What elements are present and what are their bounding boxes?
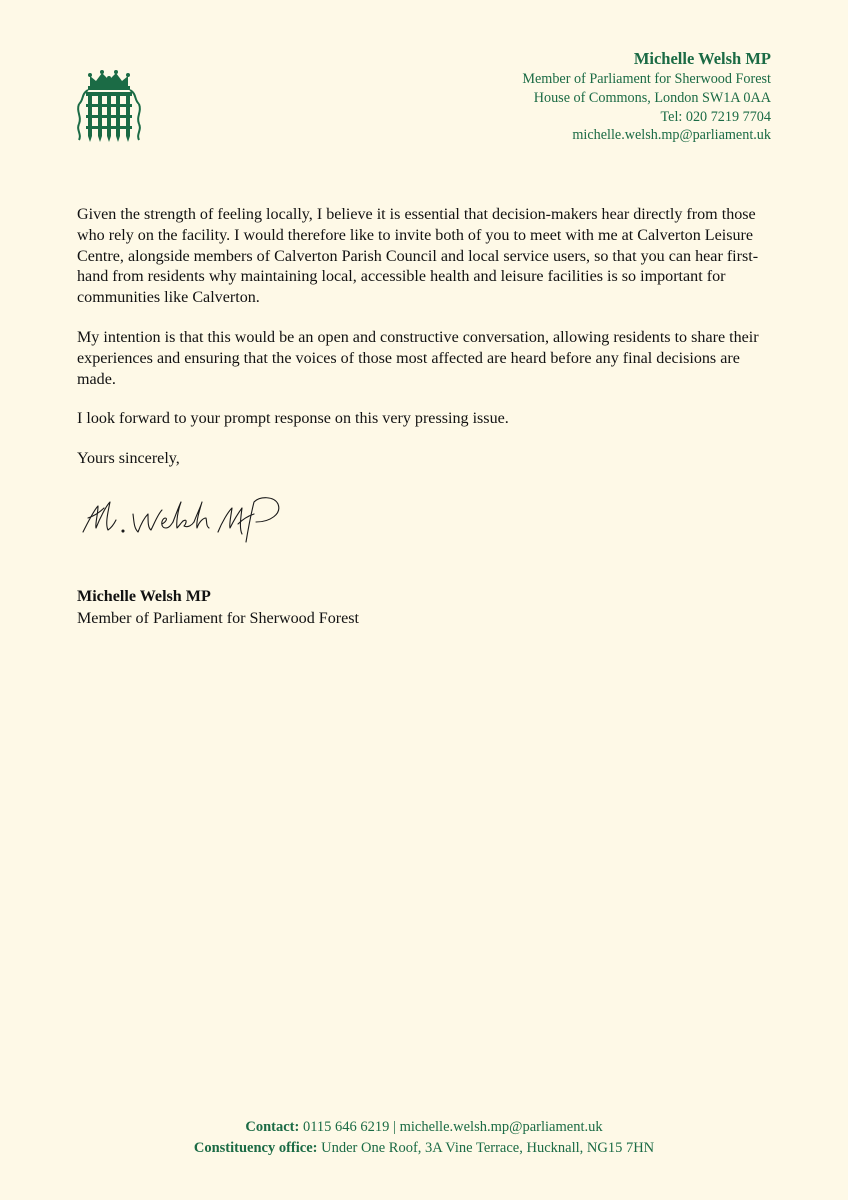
letterhead-tel: Tel: 020 7219 7704 xyxy=(660,108,771,125)
footer-contact-label: Contact: xyxy=(245,1119,300,1135)
portcullis-icon xyxy=(76,70,142,144)
footer-office-label: Constituency office: xyxy=(193,1140,318,1156)
footer-office-line xyxy=(0,1138,848,1159)
signature xyxy=(78,488,293,548)
body-paragraph: My intention is that this would be an open and constructive conversation, allowing residents to share their experiences and ensuring that the voices of those most affected are heard before any final decisions are made. xyxy=(77,328,759,388)
letter-body xyxy=(77,205,777,489)
letterhead-role: Member of Parliament for Sherwood Forest xyxy=(522,71,771,87)
signoff-role: Member of Parliament for Sherwood Forest xyxy=(77,609,360,627)
footer-separator: | xyxy=(389,1119,400,1135)
footer-contact-email[interactable]: michelle.welsh.mp@parliament.uk xyxy=(399,1119,603,1135)
signoff-block xyxy=(77,586,359,629)
body-paragraph: I look forward to your prompt response on this very pressing issue. xyxy=(77,410,509,428)
letterhead-address: House of Commons, London SW1A 0AA xyxy=(533,89,771,106)
closing-salutation: Yours sincerely, xyxy=(77,450,180,468)
body-paragraph: Given the strength of feeling locally, I believe it is essential that decision-makers hear directly from those who rely on the facility. I would therefore like to invite both of you to meet with me at Calverton Leisure Centre, alongside members of Calverton Parish Council and local service users, so that you can hear first-hand from residents why maintaining local, accessible health and leisure facilities is so important for communities like Calverton. xyxy=(77,206,759,307)
letterhead-name: Michelle Welsh MP xyxy=(633,49,771,68)
letterhead-email[interactable]: michelle.welsh.mp@parliament.uk xyxy=(572,127,771,144)
letterhead xyxy=(522,48,771,145)
portcullis-logo xyxy=(76,70,142,144)
footer-contact-phone: 0115 646 6219 xyxy=(302,1119,390,1135)
signature-image xyxy=(78,488,293,548)
footer-contact-line xyxy=(0,1117,848,1138)
footer-office-address: Under One Roof, 3A Vine Terrace, Hucknall, NG15 7HN xyxy=(321,1140,655,1156)
footer xyxy=(0,1117,848,1159)
signoff-name: Michelle Welsh MP xyxy=(77,588,211,605)
